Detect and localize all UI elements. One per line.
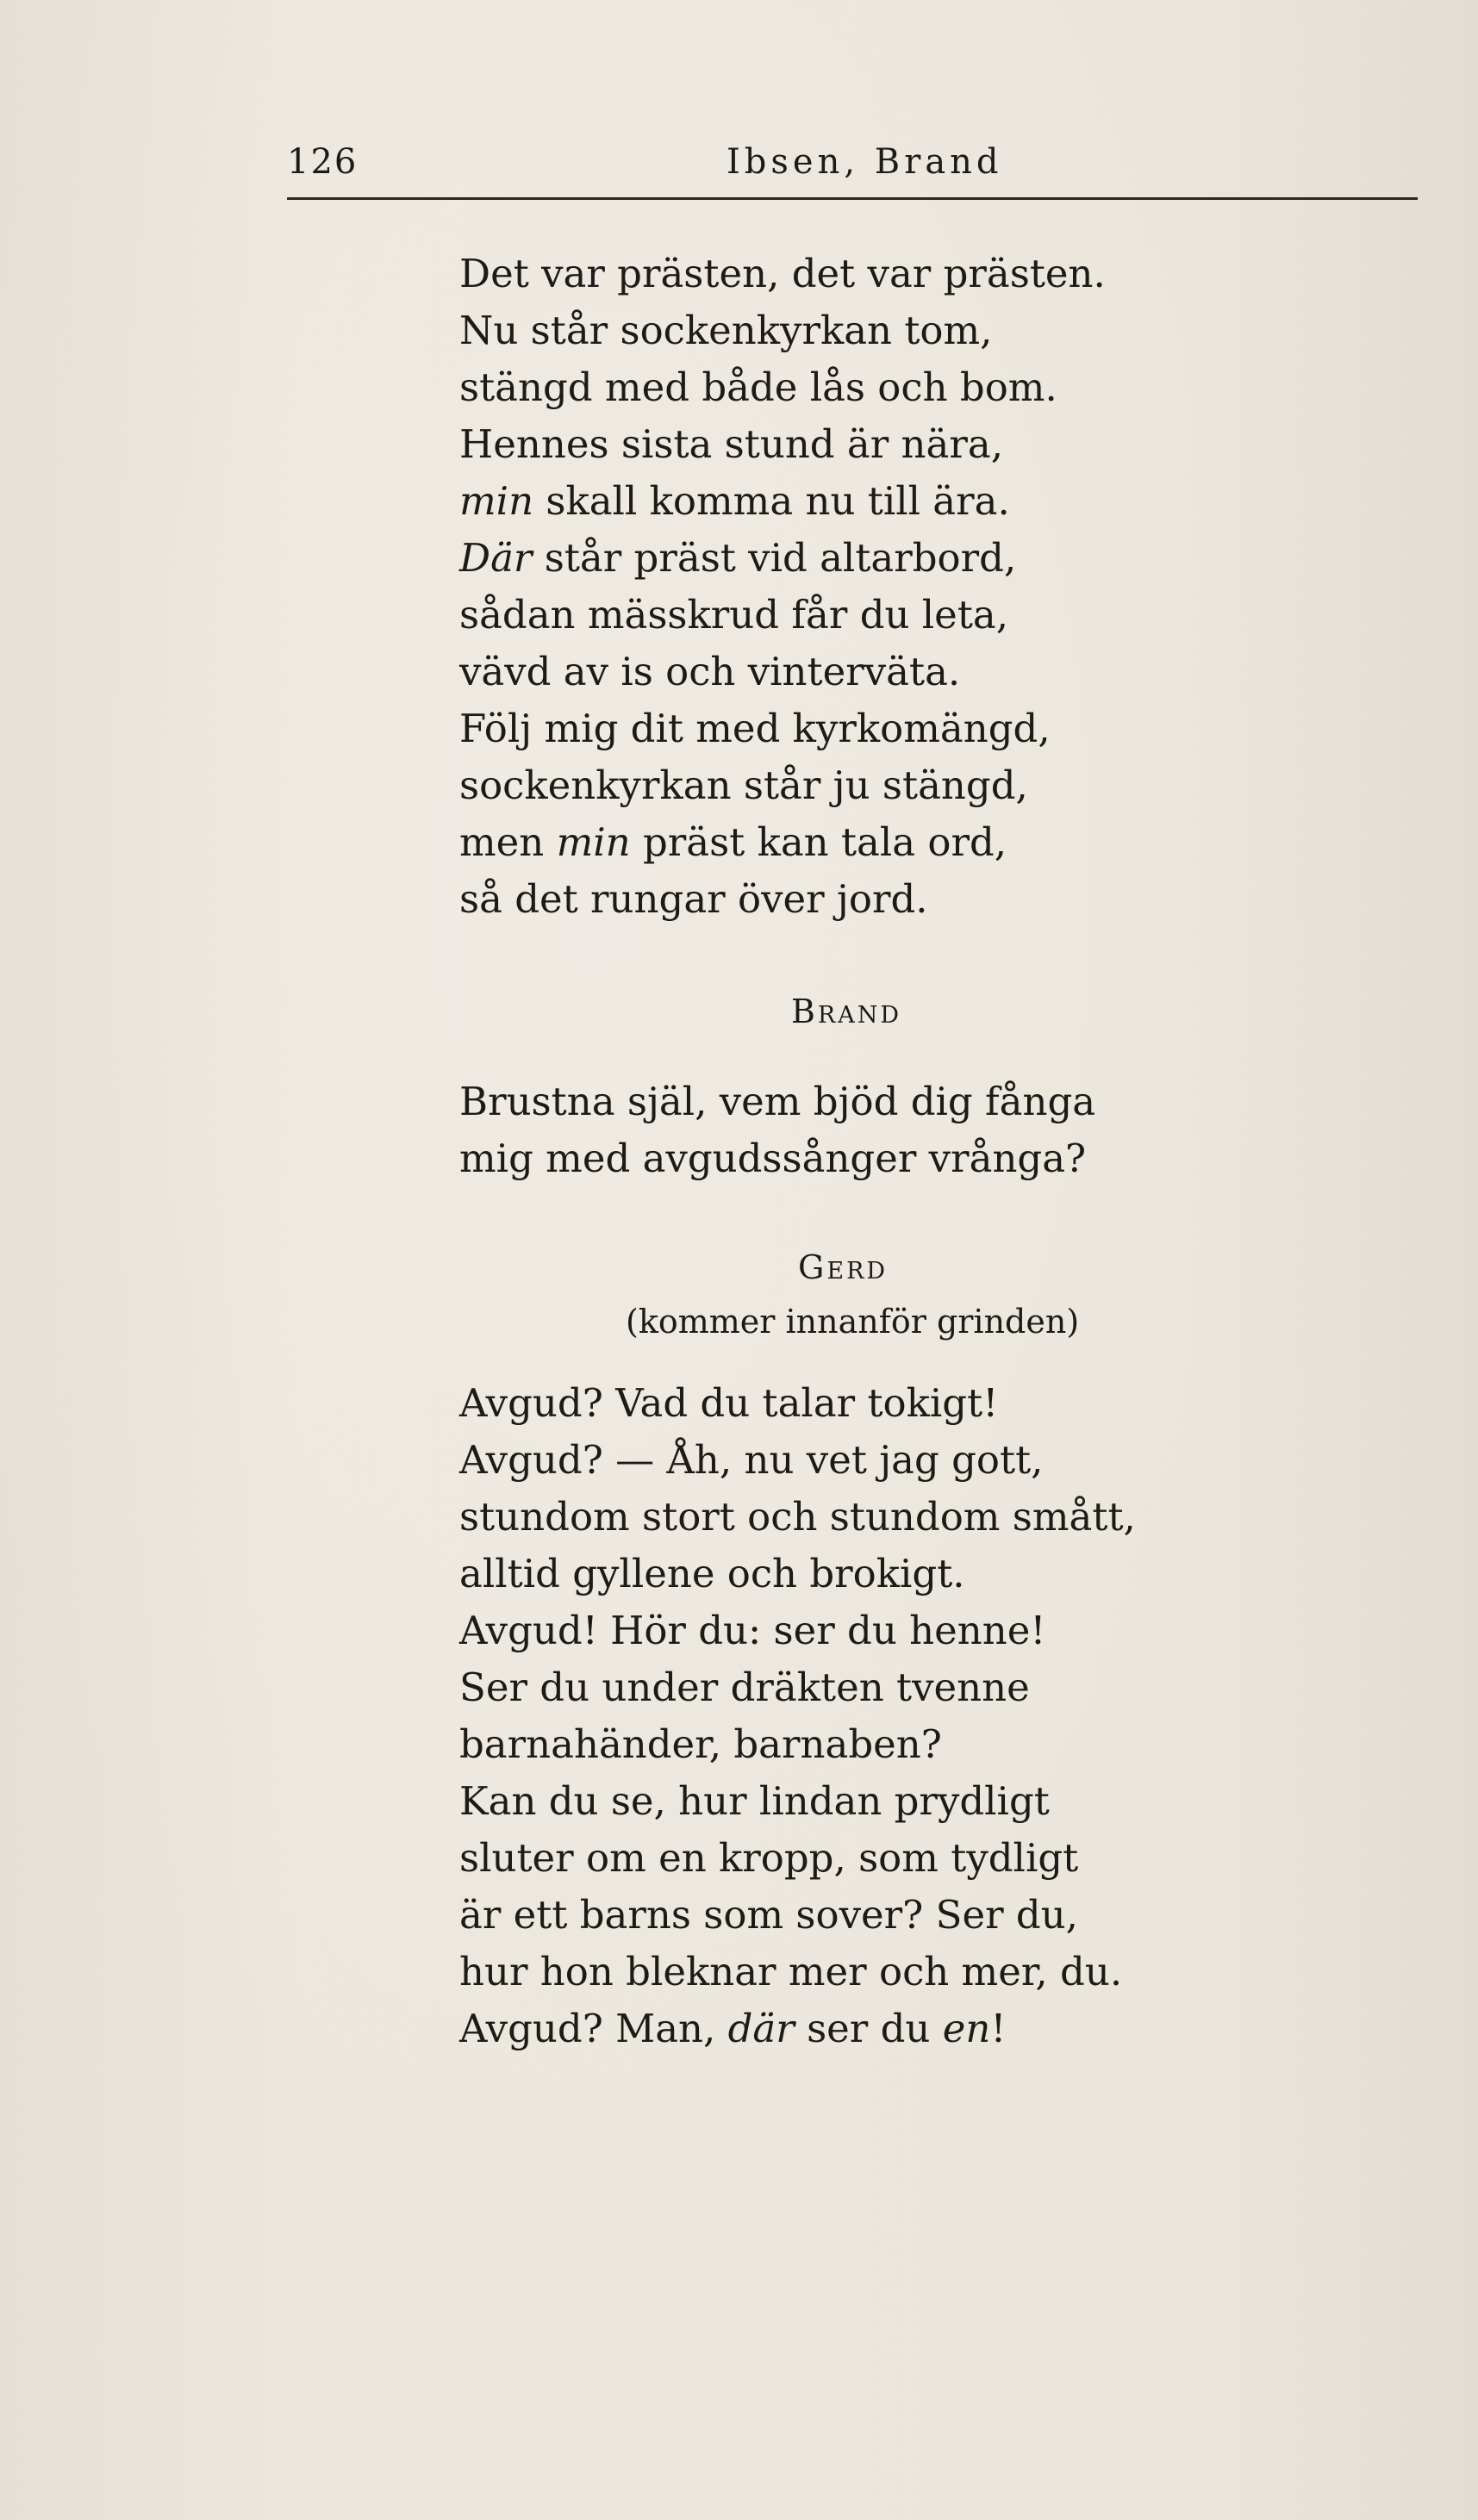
verse-line: Kan du se, hur lindan prydligt [459, 1778, 1050, 1824]
verse-line: Brustna själ, vem bjöd dig fånga [459, 1079, 1096, 1124]
verse-line: Avgud! Hör du: ser du henne! [459, 1608, 1046, 1653]
page-header [287, 142, 1418, 194]
verse-text: präst kan tala ord, [630, 819, 1007, 865]
verse-line: vävd av is och vinterväta. [459, 649, 961, 694]
verse-line: är ett barns som sover? Ser du, [459, 1892, 1078, 1938]
verse-line [459, 530, 1364, 587]
verse-line: mig med avgudssånger vrånga? [459, 1136, 1087, 1181]
verse-line: sluter om en kropp, som tydligt [459, 1835, 1079, 1881]
verse-line: Det var prästen, det var prästen. [459, 251, 1106, 296]
verse-line: sockenkyrkan står ju stängd, [459, 762, 1028, 808]
stage-direction: (kommer innanför grinden) [626, 1303, 1080, 1341]
verse-line: hur hon bleknar mer och mer, du. [459, 1949, 1123, 1994]
verse-text: ! [990, 2006, 1007, 2051]
verse-line: Följ mig dit med kyrkomängd, [459, 706, 1051, 751]
verse-line: alltid gyllene och brokigt. [459, 1551, 965, 1596]
emphasis: min [459, 478, 534, 524]
emphasis: där [727, 2006, 795, 2051]
verse-block-2 [459, 1073, 1364, 1187]
running-title: Ibsen, Brand [727, 142, 1003, 182]
verse-line: barnahänder, barnaben? [459, 1721, 942, 1767]
verse-line: stundom stort och stundom smått, [459, 1494, 1136, 1540]
speaker-name-brand: Brand [791, 992, 902, 1030]
verse-line: Avgud? — Åh, nu vet jag gott, [459, 1437, 1044, 1483]
verse-block-3 [459, 1375, 1364, 2057]
verse-text: står präst vid altarbord, [532, 535, 1017, 581]
verse-line: sådan mässkrud får du leta, [459, 592, 1009, 638]
verse-text: men [459, 819, 557, 865]
verse-line [459, 2000, 1364, 2057]
header-rule [287, 197, 1418, 200]
verse-text: skall komma nu till ära. [533, 478, 1010, 524]
emphasis: en [942, 2006, 991, 2051]
emphasis: Där [459, 535, 533, 581]
verse-line: Nu står sockenkyrkan tom, [459, 308, 993, 353]
verse-text: ser du [794, 2006, 943, 2051]
verse-line: Hennes sista stund är nära, [459, 421, 1004, 467]
verse-block-1 [459, 246, 1364, 928]
verse-line [459, 473, 1364, 530]
speaker-name-gerd: Gerd [798, 1248, 889, 1286]
verse-line: Ser du under dräkten tvenne [459, 1664, 1030, 1710]
verse-line: så det rungar över jord. [459, 876, 928, 922]
emphasis: min [556, 819, 631, 865]
verse-line: stängd med både lås och bom. [459, 364, 1057, 410]
verse-line: Avgud? Vad du talar tokigt! [459, 1380, 999, 1426]
verse-line [459, 814, 1364, 871]
page-number: 126 [287, 142, 359, 182]
verse-text: Avgud? Man, [459, 2006, 728, 2051]
